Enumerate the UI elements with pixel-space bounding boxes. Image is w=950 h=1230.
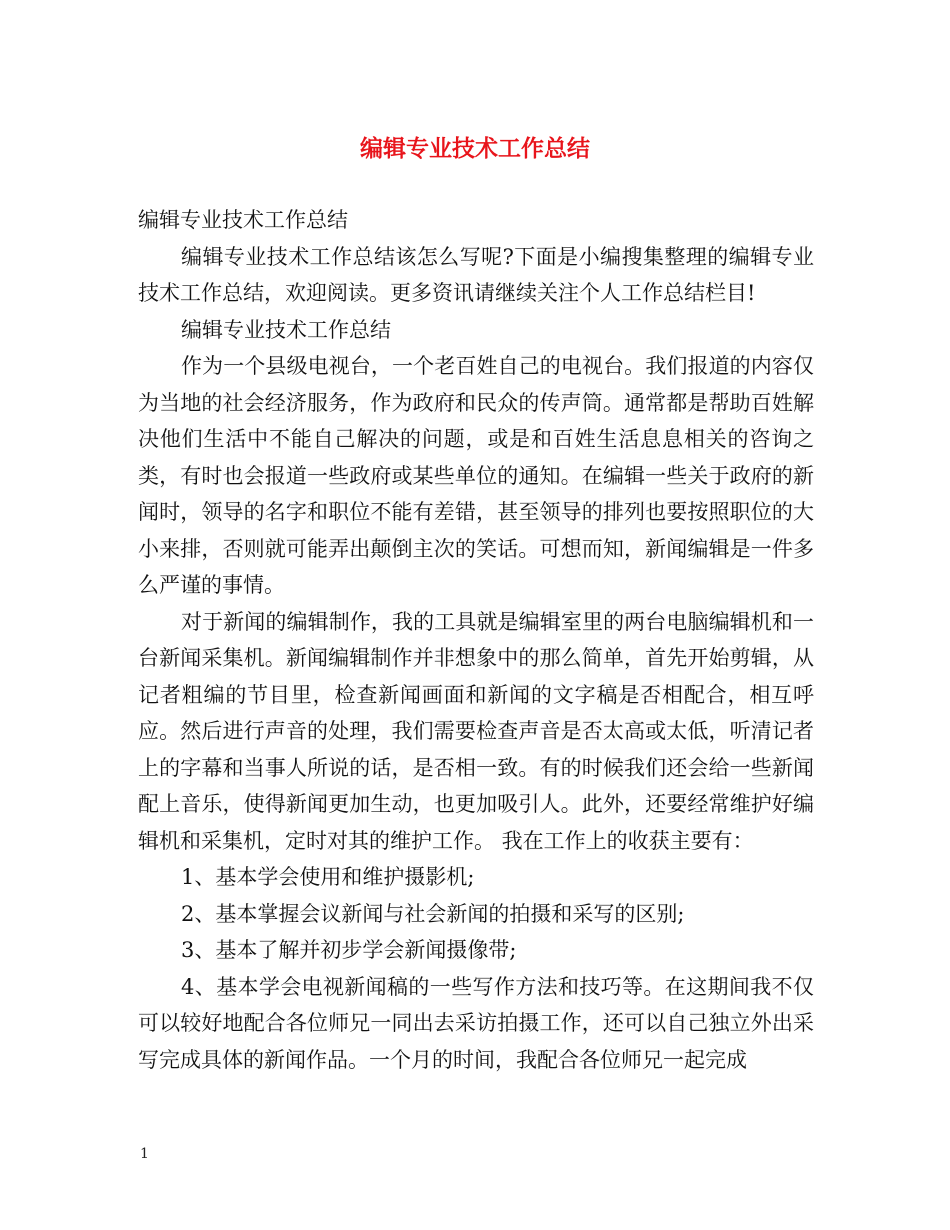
page-number: 1 bbox=[140, 1146, 149, 1162]
list-item-3: 3、基本了解并初步学会新闻摄像带; bbox=[181, 938, 517, 962]
list-item-1: 1、基本学会使用和维护摄影机; bbox=[181, 865, 475, 889]
list-item-2: 2、基本掌握会议新闻与社会新闻的拍摄和采写的区别; bbox=[181, 901, 685, 926]
paragraph-heading: 编辑专业技术工作总结 bbox=[181, 317, 391, 342]
document-title: 编辑专业技术工作总结 bbox=[360, 135, 590, 162]
list-item-4: 4、基本学会电视新闻稿的一些写作方法和技巧等。在这期间我不仅可以较好地配合各位师兄一同出去采访拍摄工作，还可以自己独立外出采写完成具体的新闻作品。一个月的时间，我配合各位师兄一起完成 bbox=[138, 974, 814, 1072]
document-body bbox=[138, 202, 814, 1078]
paragraph-editing: 对于新闻的编辑制作，我的工具就是编辑室里的两台电脑编辑机和一台新闻采集机。新闻编辑制作并非想象中的那么简单，首先开始剪辑，从记者粗编的节目里，检查新闻画面和新闻的文字稿是否相配合，相互呼应。然后进行声音的处理，我们需要检查声音是否太高或太低，听清记者上的字幕和当事人所说的话，是否相一致。有的时候我们还会给一些新闻配上音乐，使得新闻更加生动，也更加吸引人。此外，还要经常维护好编辑机和采集机，定时对其的维护工作。 我在工作上的收获主要有： bbox=[138, 609, 814, 853]
paragraph-station: 作为一个县级电视台，一个老百姓自己的电视台。我们报道的内容仅为当地的社会经济服务，作为政府和民众的传声筒。通常都是帮助百姓解决他们生活中不能自己解决的问题，或是和百姓生活息息相关的咨询之类，有时也会报道一些政府或某些单位的通知。在编辑一些关于政府的新闻时，领导的名字和职位不能有差错，甚至领导的排列也要按照职位的大小来排，否则就可能弄出颠倒主次的笑话。可想而知，新闻编辑是一件多么严谨的事情。 bbox=[138, 354, 814, 597]
paragraph-subtitle: 编辑专业技术工作总结 bbox=[138, 208, 348, 232]
paragraph-intro: 编辑专业技术工作总结该怎么写呢?下面是小编搜集整理的编辑专业技术工作总结，欢迎阅读。更多资讯请继续关注个人工作总结栏目! bbox=[138, 244, 814, 305]
